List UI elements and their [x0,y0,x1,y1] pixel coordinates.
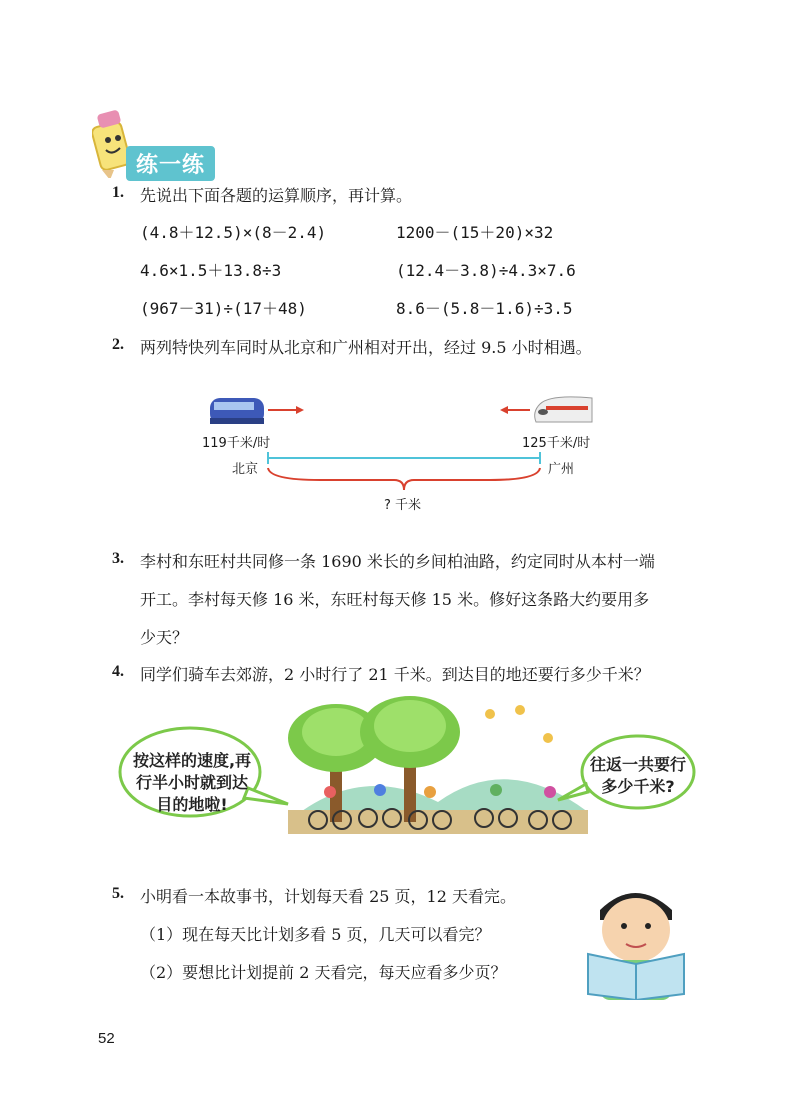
right-bubble-text [588,754,688,798]
blue-train-icon [210,398,264,424]
section-title: 练一练 [126,146,215,181]
q5-text: 小明看一本故事书，计划每天看 25 页，12 天看完。 [140,887,516,906]
q2-number: 2. [112,336,124,353]
right-city-label: 广州 [548,462,575,477]
butterfly-icon [515,705,525,715]
q3-line-2: 开工。李村每天修 16 米，东旺村每天修 15 米。修好这条路大约要用多 [140,590,650,609]
q4-text: 同学们骑车去郊游，2 小时行了 21 千米。到达目的地还要行多少千米？ [140,665,650,684]
q1-expr-6: 8.6－(5.8－1.6)÷3.5 [396,299,573,318]
q3-number: 3. [112,550,124,567]
right-bubble-tail [558,784,588,800]
right-bubble-line-1: 往返一共要行 [589,755,686,774]
left-bubble-line-2: 行半小时就到达 [135,773,248,792]
q2-text: 两列特快列车同时从北京和广州相对开出，经过 9.5 小时相遇。 [140,338,592,357]
q1-expr-3: 4.6×1.5＋13.8÷3 [140,261,282,280]
boy-reading-icon [580,880,690,1000]
q1-text: 先说出下面各题的运算顺序，再计算。 [140,186,413,205]
butterfly-icon [485,709,495,719]
q1-expr-4: (12.4－3.8)÷4.3×7.6 [396,261,576,280]
unknown-distance-label: ? 千米 [384,498,422,513]
q1-expr-5: (967－31)÷(17＋48) [140,299,307,318]
q1-number: 1. [112,184,124,201]
left-bubble-line-1: 按这样的速度,再 [132,751,252,770]
left-bubble-line-3: 目的地啦! [156,795,228,814]
page-number: 52 [98,1030,115,1047]
right-bubble-line-2: 多少千米? [601,777,675,796]
right-speed-label: 125千米/时 [522,436,591,451]
q3-line-1: 李村和东旺村共同修一条 1690 米长的乡间柏油路，约定同时从本村一端 [140,552,655,571]
q1-expr-1: (4.8＋12.5)×(8－2.4) [140,223,327,242]
white-train-icon [535,397,592,422]
q3-line-3: 少天？ [140,628,189,647]
q5-sub-1: （1）现在每天比计划多看 5 页，几天可以看完？ [140,925,491,944]
butterfly-icon [543,733,553,743]
q4-number: 4. [112,663,124,680]
q5-sub-2: （2）要想比计划提前 2 天看完，每天应看多少页？ [140,963,507,982]
left-city-label: 北京 [232,462,259,477]
q5-number: 5. [112,885,124,902]
left-bubble-text [132,750,252,816]
left-speed-label: 119千米/时 [202,436,271,451]
boy-reading-illustration [580,880,690,1000]
q1-expr-2: 1200－(15＋20)×32 [396,223,554,242]
